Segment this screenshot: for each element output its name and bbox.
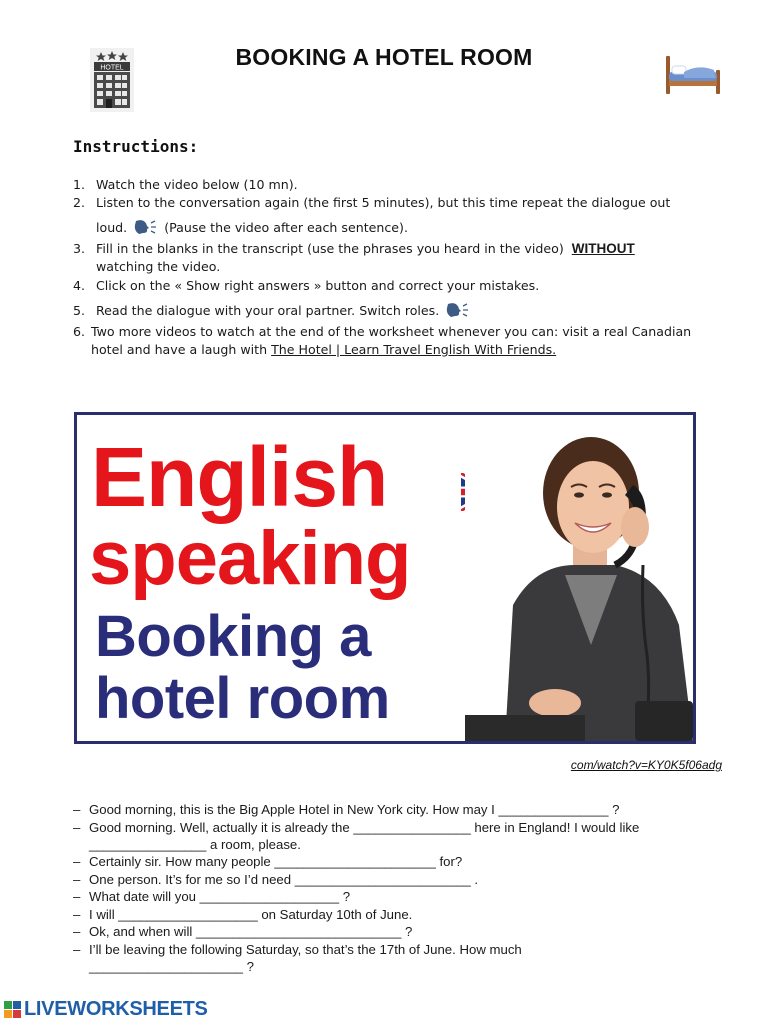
dash-bullet: – <box>73 802 81 817</box>
instruction-text: hotel and have a laugh with <box>91 342 268 357</box>
video-thumbnail[interactable] <box>74 412 696 744</box>
instruction-text: Fill in the blanks in the transcript (use the phrases you heard in the video) <box>96 241 564 256</box>
dash-bullet: – <box>73 872 81 887</box>
dash-bullet: – <box>73 820 81 835</box>
liveworksheets-logo-icon <box>4 1001 22 1019</box>
dialogue-text: Certainly sir. How many people ______________________ for? <box>89 854 463 869</box>
dash-bullet: – <box>73 942 81 957</box>
instruction-item-4: Click on the « Show right answers » button and correct your mistakes. <box>96 278 540 293</box>
instruction-number: 1. <box>73 177 86 192</box>
banner-booking: Booking a <box>95 604 371 669</box>
instruction-number: 5. <box>73 303 86 318</box>
banner-speaking: speaking <box>89 516 411 601</box>
banner-hotel-room: hotel room <box>95 666 390 731</box>
liveworksheets-brand: LIVEWORKSHEETS <box>24 998 208 1020</box>
instruction-item-2-line2 <box>96 219 726 237</box>
instruction-number: 6. <box>73 324 86 339</box>
dash-bullet: – <box>73 907 81 922</box>
instruction-item-2-line1: Listen to the conversation again (the first 5 minutes), but this time repeat the dialogue out <box>96 195 671 210</box>
page-title: BOOKING A HOTEL ROOM <box>235 44 533 70</box>
instruction-number: 4. <box>73 278 86 293</box>
banner-english: English <box>91 430 388 524</box>
dialogue-text: Ok, and when will ____________________________ ? <box>89 924 413 939</box>
dialogue-text: I’ll be leaving the following Saturday, so that’s the 17th of June. How much <box>89 942 522 957</box>
instruction-item-3-line1 <box>96 240 726 258</box>
instruction-item-6-line1: Two more videos to watch at the end of the worksheet whenever you can: visit a real Canadian <box>91 324 692 339</box>
hotel-sign-text: HOTEL <box>100 64 124 72</box>
dialogue-text: I will ___________________ on Saturday 10th of June. <box>89 907 413 922</box>
dialogue-text: Good morning. Well, actually it is already the ________________ here in England! I would like <box>89 820 640 835</box>
dialogue-text: One person. It’s for me so I’d need ________________________ . <box>89 872 479 887</box>
dialogue-text: Good morning, this is the Big Apple Hotel in New York city. How may I _______________ ? <box>89 802 620 817</box>
dialogue-text: What date will you ___________________ ? <box>89 889 351 904</box>
dialogue-text: ________________ a room, please. <box>89 837 301 852</box>
speaking-head-icon <box>133 219 157 235</box>
receptionist-photo <box>465 415 693 741</box>
instruction-text: Read the dialogue with your oral partner. Switch roles. <box>96 303 440 318</box>
instruction-number: 3. <box>73 241 86 256</box>
dash-bullet: – <box>73 889 81 904</box>
instruction-item-3-line2: watching the video. <box>96 259 221 274</box>
speaking-head-icon <box>445 302 469 318</box>
dash-bullet: – <box>73 854 81 869</box>
instruction-number: 2. <box>73 195 86 210</box>
instruction-text: (Pause the video after each sentence). <box>164 220 408 235</box>
instruction-item-6-line2 <box>91 341 721 359</box>
without-emphasis: WITHOUT <box>571 241 635 256</box>
instruction-item-1: Watch the video below (10 mn). <box>96 177 298 192</box>
instruction-text: loud. <box>96 220 128 235</box>
hotel-video-link[interactable]: The Hotel | Learn Travel English With Friends. <box>271 342 557 357</box>
bed-icon <box>664 54 722 96</box>
video-url-link[interactable]: com/watch?v=KY0K5f06adg <box>570 758 722 772</box>
dialogue-text: _____________________ ? <box>89 959 255 974</box>
dash-bullet: – <box>73 924 81 939</box>
instructions-heading: Instructions: <box>73 137 199 156</box>
instruction-item-5 <box>96 302 726 320</box>
